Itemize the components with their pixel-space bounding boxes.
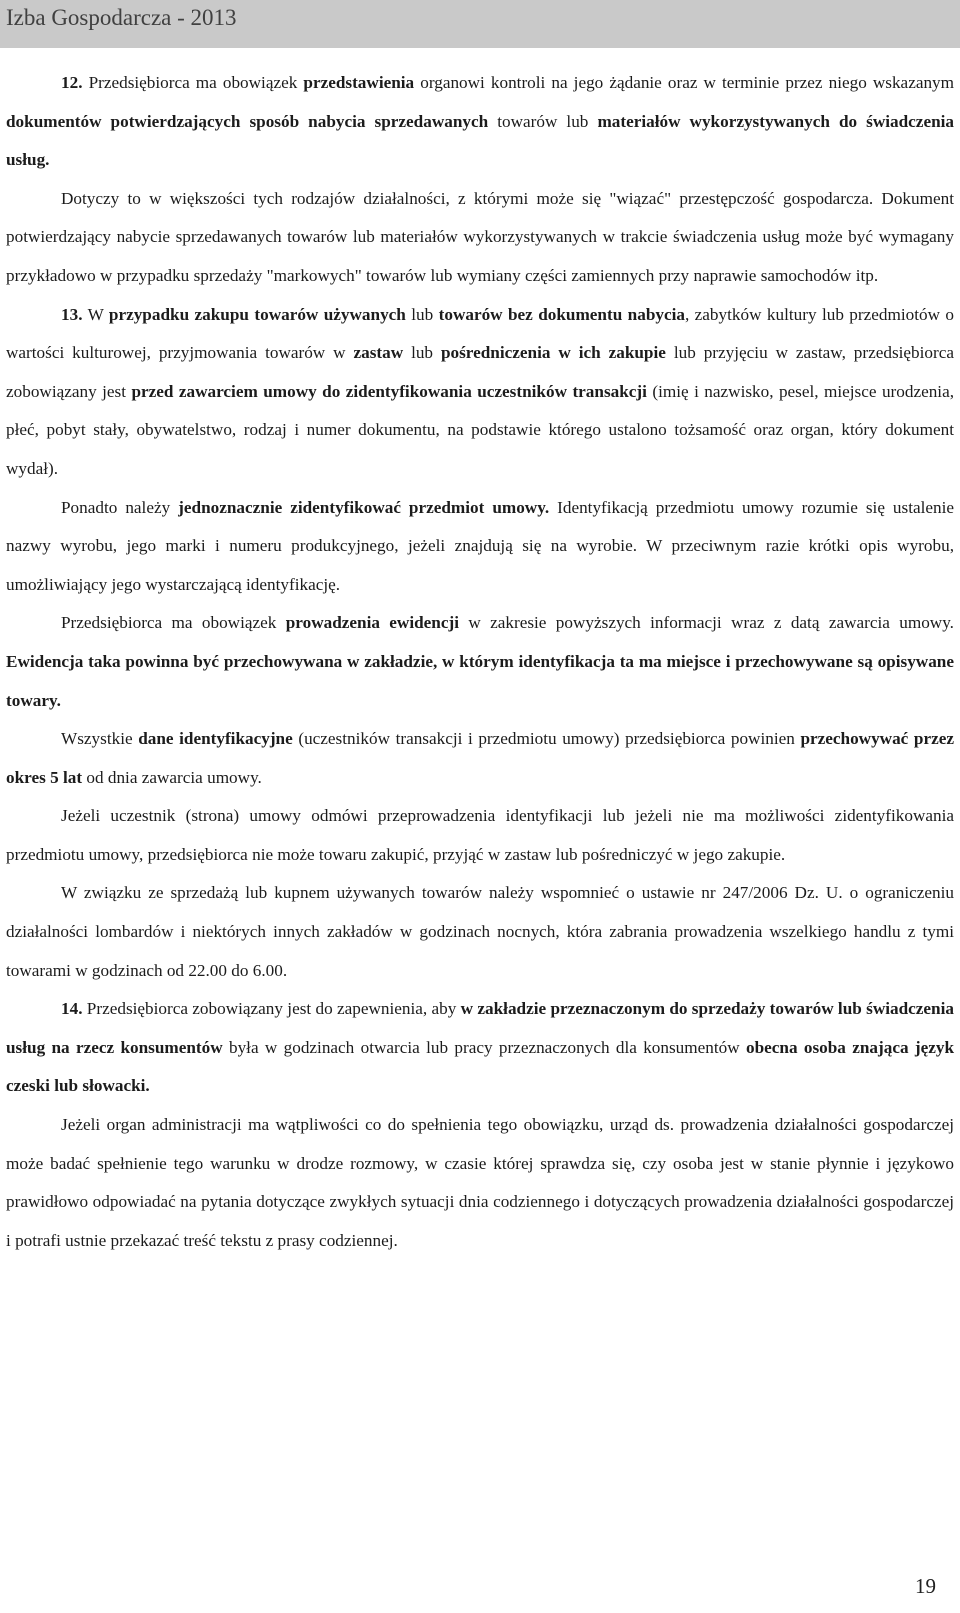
- bold-text: Ewidencja taka powinna być przechowywana w zakładzie, w którym identyfikacja ta ma miejsce i przechowywane są opisywane towary.: [6, 651, 954, 710]
- text-run: w zakresie powyższych informacji wraz z datą zawarcia umowy.: [459, 613, 954, 633]
- text-run: (uczestników transakcji i przedmiotu umowy) przedsiębiorca powinien: [292, 729, 801, 749]
- text-run: Identyfikacją przedmiotu umowy rozumie się ustalenie nazwy wyrobu, jego marki i numeru produkcyjnego, jeżeli znajdują się na wyrobie. W przeciwnym razie krótki opis wyrobu, umożliwiający jego wystarczającą identyfikację.: [6, 497, 955, 594]
- bold-text: towarów bez dokumentu nabycia: [438, 304, 685, 324]
- text-run: była w godzinach otwarcia lub pracy przeznaczonych dla konsumentów: [222, 1037, 746, 1057]
- page-header: [0, 0, 960, 48]
- bold-text: pośredniczenia w ich zakupie: [440, 343, 666, 363]
- bold-text: w zakładzie przeznaczonym do sprzedaży towarów lub świadczenia usług na rzecz konsumentów: [6, 999, 954, 1057]
- text-run: towarów lub: [488, 111, 598, 131]
- bold-text: 13.: [61, 304, 83, 324]
- bold-text: materiałów wykorzystywanych do świadczenia usług.: [6, 111, 954, 170]
- text-run: Jeżeli uczestnik (strona) umowy odmówi przeprowadzenia identyfikacji lub jeżeli nie ma możliwości zidentyfikowania przedmiotu umowy, przedsiębiorca nie może towaru zakupić, przyjąć w zastaw lub pośredniczyć w jego zakupie.: [6, 806, 954, 864]
- text-run: lub przyjęciu w zastaw, przedsiębiorca zobowiązany jest: [6, 343, 954, 401]
- bold-text: przed zawarciem umowy do zidentyfikowania uczestników transakcji: [131, 381, 647, 401]
- paragraph: [6, 296, 954, 489]
- paragraph: [6, 797, 954, 874]
- bold-text: zastaw: [353, 343, 404, 363]
- text-run: lub: [405, 304, 439, 324]
- paragraph: [6, 489, 954, 605]
- bold-text: przedstawienia: [303, 73, 415, 92]
- text-run: W: [82, 304, 109, 324]
- bold-text: jednoznacznie zidentyfikować przedmiot umowy.: [178, 497, 550, 517]
- text-run: (imię i nazwisko, pesel, miejsce urodzenia, płeć, pobyt stały, obywatelstwo, rodzaj i numer dokumentu, na podstawie którego ustalono tożsamość oraz organ, który dokument wydał).: [6, 381, 955, 478]
- page-number: 19: [915, 1574, 936, 1598]
- text-run: Przedsiębiorca zobowiązany jest do zapewnienia, aby: [82, 999, 461, 1019]
- text-run: od dnia zawarcia umowy.: [82, 767, 262, 787]
- text-run: Wszystkie: [61, 729, 139, 749]
- text-run: lub: [403, 343, 441, 363]
- paragraph: [6, 604, 954, 720]
- bold-text: dane identyfikacyjne: [138, 729, 293, 749]
- bold-text: 12.: [61, 73, 89, 92]
- document-body: [6, 64, 954, 1260]
- bold-text: 14.: [61, 999, 83, 1019]
- header-title: Izba Gospodarcza - 2013: [6, 5, 237, 30]
- bold-text: przechowywać przez okres 5 lat: [6, 729, 954, 787]
- bold-text: prowadzenia ewidencji: [285, 613, 459, 633]
- bold-text: obecna osoba znająca język czeski lub słowacki.: [6, 1037, 955, 1096]
- paragraph: [6, 180, 954, 296]
- bold-text: dokumentów potwierdzających sposób nabycia sprzedawanych: [6, 111, 489, 131]
- paragraph: [6, 720, 954, 797]
- text-run: Ponadto należy: [61, 497, 179, 517]
- text-run: organowi kontroli na jego żądanie oraz w terminie przez niego wskazanym: [414, 73, 955, 92]
- text-run: Przedsiębiorca ma obowiązek: [61, 613, 286, 633]
- bold-text: przypadku zakupu towarów używanych: [108, 304, 406, 324]
- text-run: Przedsiębiorca ma obowiązek: [88, 73, 304, 92]
- text-run: , zabytków kultury lub przedmiotów o wartości kulturowej, przyjmowania towarów w: [6, 304, 954, 363]
- paragraph: [6, 990, 954, 1106]
- paragraph: [6, 874, 954, 990]
- paragraph: [6, 64, 954, 180]
- text-run: Dotyczy to w większości tych rodzajów działalności, z którymi może się "wiązać" przestępczość gospodarcza. Dokument potwierdzający nabycie sprzedawanych towarów lub materiałów wykorzystywanych w trakcie świadczenia usług może być wymagany przykładowo w przypadku sprzedaży "markowych" towarów lub wymiany części zamiennych przy naprawie samochodów itp.: [6, 188, 954, 285]
- text-run: W związku ze sprzedażą lub kupnem używanych towarów należy wspomnieć o ustawie nr 247/2006 Dz. U. o ograniczeniu działalności lombardów i niektórych innych zakładów w godzinach nocnych, która zabrania prowadzenia wszelkiego handlu z tymi towarami w godzinach od 22.00 do 6.00.: [6, 883, 954, 980]
- text-run: Jeżeli organ administracji ma wątpliwości co do spełnienia tego obowiązku, urząd ds. prowadzenia działalności gospodarczej może badać spełnienie tego warunku w drodze rozmowy, w czasie której sprawdza się, czy osoba jest w stanie płynnie i językowo prawidłowo odpowiadać na pytania dotyczące zwykłych sytuacji dnia codziennego i dotyczących prowadzenia działalności gospodarczej i potrafi ustnie przekazać treść tekstu z prasy codziennej.: [6, 1115, 954, 1250]
- paragraph: [6, 1106, 954, 1260]
